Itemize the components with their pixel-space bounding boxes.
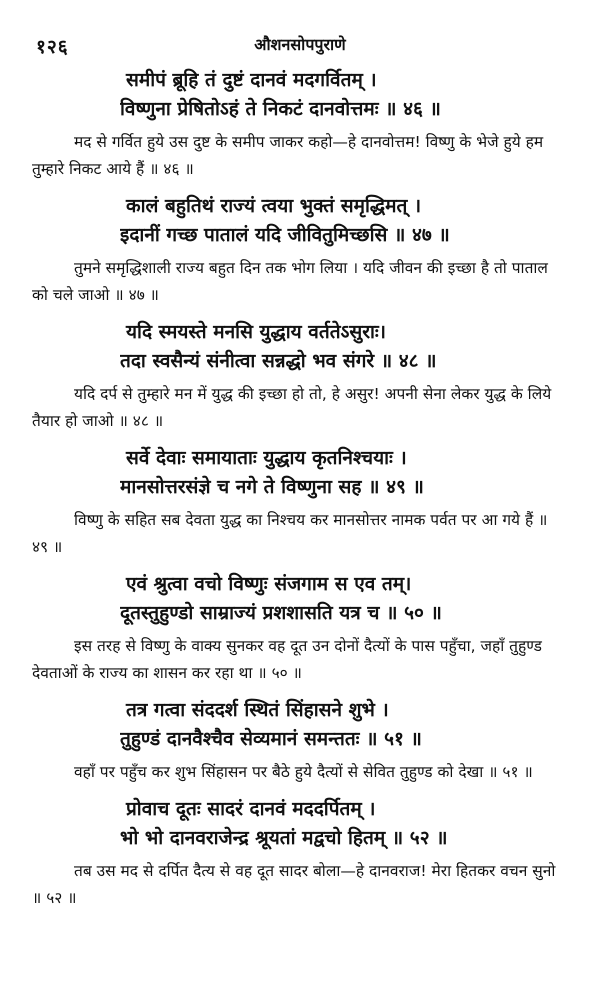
hindi-translation <box>0 381 600 435</box>
verse-block <box>0 795 600 912</box>
sanskrit-verse <box>0 696 600 754</box>
verse-line: समीपं ब्रूहि तं दुष्टं दानवं मदगर्वितम्‌ । <box>126 69 377 91</box>
verse-line: यदि स्मयस्ते मनसि युद्धाय वर्ततेऽसुराः। <box>126 321 386 343</box>
translation-text: विष्णु के सहित सब देवता युद्ध का निश्चय कर मानसोत्तर नामक पर्वत पर आ गये हैं ॥ ४९ ॥ <box>32 511 548 556</box>
running-title: औशनसोपपुराणे <box>254 35 346 54</box>
verse-line: प्रोवाच दूतः सादरं दानवं मददर्पितम्‌ । <box>126 798 376 820</box>
translation-text: वहाँ पर पहुँच कर शुभ सिंहासन पर बैठे हुये दैत्यों से सेवित तुहुण्ड को देखा ॥ ५१ ॥ <box>74 763 533 781</box>
verse-line: दूतस्तुहुण्डो साम्राज्यं प्रशशासति यत्र च ॥ ५० ॥ <box>120 602 442 624</box>
hindi-translation <box>0 255 600 309</box>
verse-block <box>0 66 600 183</box>
sanskrit-verse <box>0 66 600 124</box>
page-header <box>0 33 600 61</box>
verse-line: तुहुण्डं दानवैश्चैव सेव्यमानं समन्ततः ॥ ५१ ॥ <box>120 728 422 750</box>
verse-block <box>0 444 600 561</box>
verse-block <box>0 192 600 309</box>
verse-block <box>0 696 600 786</box>
sanskrit-verse <box>0 318 600 376</box>
verse-line: विष्णुना प्रेषितोऽहं ते निकटं दानवोत्तमः ॥ ४६ ॥ <box>120 98 441 120</box>
verse-line: मानसोत्तरसंज्ञे च नगे ते विष्णुना सह ॥ ४९ ॥ <box>120 476 424 498</box>
verse-line: भो भो दानवराजेन्द्र श्रूयतां मद्वचो हितम्‌ ॥ ५२ ॥ <box>120 827 448 849</box>
hindi-translation <box>0 129 600 183</box>
verse-line: इदानीं गच्छ पातालं यदि जीवितुमिच्छसि ॥ ४७ ॥ <box>120 224 450 246</box>
translation-text: तब उस मद से दर्पित दैत्य से वह दूत सादर बोला—हे दानवराज! मेरा हितकर वचन सुनो ॥ ५२ ॥ <box>32 862 556 907</box>
sanskrit-verse <box>0 570 600 628</box>
hindi-translation <box>0 759 600 786</box>
translation-text: यदि दर्प से तुम्हारे मन में युद्ध की इच्छा हो तो, हे असुर! अपनी सेना लेकर युद्ध के लिये तैयार हो जाओ ॥ ४८ ॥ <box>32 385 552 430</box>
verse-block <box>0 318 600 435</box>
sanskrit-verse <box>0 444 600 502</box>
page-number: १२६ <box>36 36 69 58</box>
translation-text: इस तरह से विष्णु के वाक्य सुनकर वह दूत उन दोनों दैत्यों के पास पहुँचा, जहाँ तुहुण्ड देवताओं के राज्य का शासन कर रहा था ॥ ५० ॥ <box>32 637 542 682</box>
verse-block <box>0 570 600 687</box>
verse-line: तत्र गत्वा संददर्श स्थितं सिंहासने शुभे । <box>126 699 389 721</box>
sanskrit-verse <box>0 795 600 853</box>
hindi-translation <box>0 858 600 912</box>
page-body <box>0 66 600 921</box>
translation-text: मद से गर्वित हुये उस दुष्ट के समीप जाकर कहो—हे दानवोत्तम! विष्णु के भेजे हुये हम तुम्हारे निकट आये हैं ॥ ४६ ॥ <box>32 133 544 178</box>
verse-line: एवं श्रुत्वा वचो विष्णुः संजगाम स एव तम्‌। <box>126 573 412 595</box>
hindi-translation <box>0 633 600 687</box>
verse-line: सर्वे देवाः समायाताः युद्धाय कृतनिश्चयाः । <box>126 447 407 469</box>
translation-text: तुमने समृद्धिशाली राज्य बहुत दिन तक भोग लिया । यदि जीवन की इच्छा है तो पाताल को चले जाओ ॥ ४७ ॥ <box>32 259 548 304</box>
verse-line: तदा स्वसैन्यं संनीत्वा सन्नद्धो भव संगरे ॥ ४८ ॥ <box>120 350 437 372</box>
sanskrit-verse <box>0 192 600 250</box>
hindi-translation <box>0 507 600 561</box>
verse-line: कालं बहुतिथं राज्यं त्वया भुक्तं समृद्धिमत्‌ । <box>126 195 422 217</box>
